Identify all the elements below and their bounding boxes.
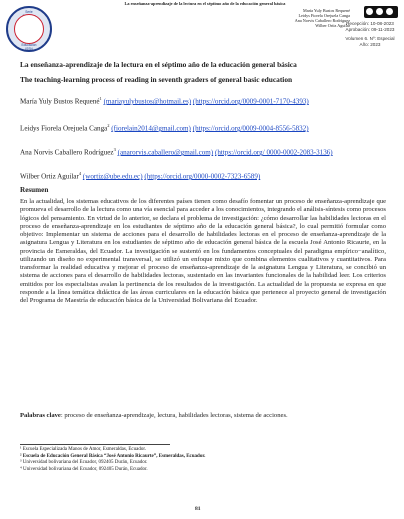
by-icon bbox=[376, 8, 383, 15]
author-2 bbox=[20, 121, 390, 133]
author-name: Leidys Fiorela Orejuela Canga bbox=[20, 124, 108, 133]
logo-text-3: Educación bbox=[21, 43, 37, 47]
running-author-2: Leidys Fiorela Orejuela Canga bbox=[298, 13, 350, 18]
nc-icon bbox=[386, 8, 393, 15]
logo-text-1: Serie bbox=[25, 10, 33, 14]
footnote-divider bbox=[20, 444, 170, 445]
creative-commons-badge[interactable] bbox=[364, 6, 398, 18]
abstract-heading: Resumen bbox=[20, 186, 49, 194]
author-sup: 1 bbox=[99, 96, 102, 101]
running-title: La enseñanza-aprendizaje de la lectura en el séptimo año de la educación general básica bbox=[124, 1, 286, 6]
author-email-link[interactable]: (fiorelain2014@gmail.com) bbox=[111, 124, 191, 133]
author-orcid-link[interactable]: (https://orcid.org/0009-0004-8556-5832) bbox=[192, 124, 309, 133]
author-1 bbox=[20, 94, 390, 106]
abstract-text: En la actualidad, los sistemas educativos de los diferentes países tienen como desafío fomentar un proceso de enseñanza-aprendizaje que promueva el desarrollo de la lectura como una vía esencial para acceder a los conocimientos, integrando el análisis-síntesis como procesos lógicos del pensamiento. En virtud de lo anterior, se declara el problema de investigación: ¿cómo desarrollar las habilidades lectoras en el proceso de enseñanza-aprendizaje en los estudiantes de séptimo año de la educación general básica?, lo cual permitió formular como objetivo: Implementar un sistema de acciones para el desarrollo de habilidades lectoras en el proceso de enseñanza-aprendizaje de la asignatura Lengua y Literatura en los estudiantes de séptimo año de educación general básica de la escuela José Antonio Ricaurte, en la provincia de Esmeraldas, del Ecuador. La investigación se sustentó en los fundamentos conceptuales del paradigma empírico−analítico, utilizando un diseño no experimental transversal, se utilizó un enfoque mixto que combina elementos cualitativos y cuantitativos. Para transformar la realidad educativa y mejorar el proceso de enseñanza-aprendizaje de la asignatura Lengua y Literatura, se concibió un sistema de acciones para el desarrollo de habilidades lectoras, sustentado en las invariantes funcionales de la habilidad leer. Los criterios emitidos por los especialistas avalan la pertinencia de los resultados de la investigación. La actualidad de la propuesta se expresa en que responde a la línea temática didáctica de las áreas curriculares en la educación básica que pertenece al proyecto general de investigación del Programa de Maestría de educación básica de la Universidad Bolivariana del Ecuador. bbox=[20, 198, 386, 304]
author-sup: 2 bbox=[107, 123, 110, 128]
approval-date: Aprobación: 09-11-2023 bbox=[345, 27, 395, 32]
author-orcid-link[interactable]: (https://orcid.org/0009-0001-7170-4393) bbox=[192, 97, 309, 106]
logo-text-4: ISSN bbox=[25, 46, 33, 51]
author-email-link[interactable]: (anarorvis.caballero@gmail.com) bbox=[117, 148, 214, 157]
year-info: Año: 2023 bbox=[359, 42, 381, 47]
running-author-3: Ana Norvis Caballero Rodríguez bbox=[294, 18, 350, 23]
title-english: The teaching-learning process of reading in seventh graders of general basic education bbox=[20, 75, 293, 84]
logo-emblem bbox=[14, 14, 44, 44]
author-sup: 3 bbox=[113, 147, 116, 152]
title-spanish: La enseñanza-aprendizaje de la lectura en el séptimo año de la educación general básica bbox=[20, 60, 297, 69]
volume-info: Volumen 6. Nº: Especial bbox=[345, 36, 395, 41]
footnote-3: ³ Universidad bolivariana del Ecuador, 092405 Durán, Ecuador. bbox=[20, 460, 148, 465]
reception-date: Recepción: 10-08-2023 bbox=[346, 21, 394, 26]
author-name: Ana Norvis Caballero Rodríguez bbox=[20, 148, 114, 157]
author-name: María Yuly Bustos Requené bbox=[20, 97, 100, 106]
footnote-1: ¹ Escuela Especializada Manos de Amor, Esmeraldas, Ecuador. bbox=[20, 447, 146, 452]
running-author-1: María Yuly Bustos Requené bbox=[303, 8, 350, 13]
author-orcid-link[interactable]: (https://orcid.org/0000-0002-7323-6589) bbox=[144, 172, 261, 181]
cc-icon bbox=[366, 8, 373, 15]
author-3 bbox=[20, 145, 390, 157]
author-email-link[interactable]: (wortiz@ube.edu.ec) bbox=[82, 172, 143, 181]
journal-logo bbox=[6, 6, 52, 52]
running-author-4: Wilber Ortiz Aguilar bbox=[315, 23, 350, 28]
keywords bbox=[20, 412, 386, 420]
keywords-label: Palabras clave bbox=[20, 412, 61, 419]
author-4 bbox=[20, 169, 390, 181]
author-email-link[interactable]: (mariayulybustos@hotmail.es) bbox=[103, 97, 192, 106]
footnote-4: ⁴ Universidad bolivariana del Ecuador, 092405 Durán, Ecuador. bbox=[20, 466, 148, 472]
author-orcid-link[interactable]: (https://orcid.org/ 0000-0002-2083-3136) bbox=[214, 148, 333, 157]
author-name: Wilber Ortiz Aguilar bbox=[20, 172, 79, 181]
footnote-2: ² Escuela de Educación General Básica “José Antonio Ricaurte”, Esmeraldas, Ecuador. bbox=[20, 453, 206, 459]
author-sup: 4 bbox=[78, 171, 82, 176]
keywords-text: : proceso de enseñanza-aprendizaje, lectura, habilidades lectoras, sistema de acciones. bbox=[60, 412, 288, 419]
page-number: 81 bbox=[195, 506, 201, 512]
